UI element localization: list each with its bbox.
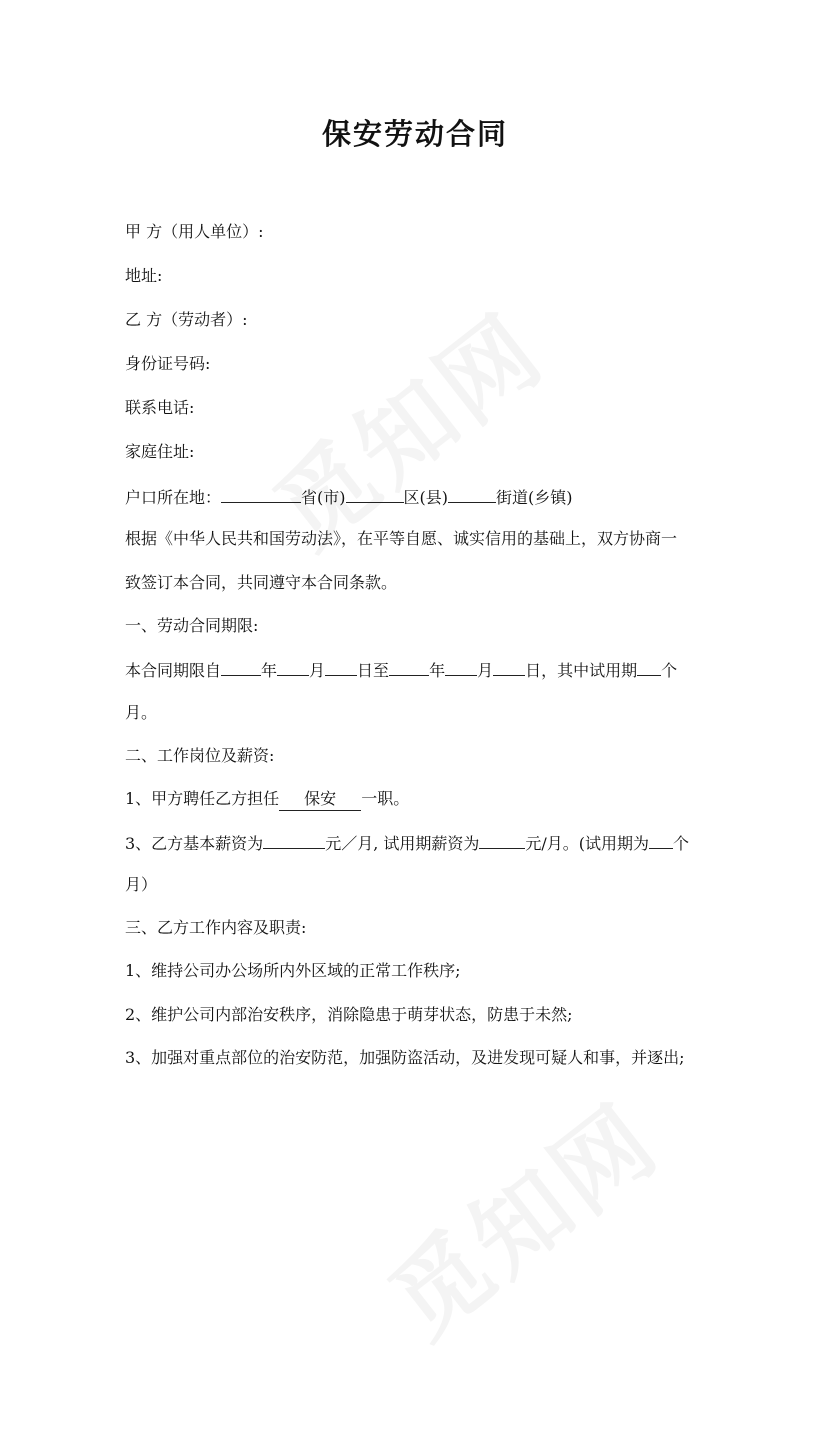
hukou-street: 街道(乡镇) — [496, 488, 573, 507]
page-title: 保安劳动合同 — [321, 117, 508, 151]
hukou-district: 区(县) — [403, 488, 449, 507]
blank-street[interactable] — [448, 485, 496, 503]
salary-line-wrap: 月） — [125, 875, 158, 894]
hukou-label: 户口所在地： — [125, 488, 222, 507]
term-year-2: 年 — [429, 661, 446, 680]
job-prefix: 1、甲方聘任乙方担任 — [125, 789, 280, 808]
party-a-line: 甲 方（用人单位）: — [125, 222, 264, 241]
term-prefix: 本合同期限自 — [125, 661, 222, 680]
blank-base-salary[interactable] — [263, 831, 325, 849]
salary-line — [125, 831, 689, 855]
duty-item-1: 1、维持公司办公场所内外区域的正常工作秩序; — [125, 961, 461, 980]
salary-unit-1: 元／月, 试用期薪资为 — [325, 834, 480, 853]
blank-probation-period[interactable] — [649, 831, 673, 849]
id-number-line: 身份证号码: — [125, 354, 211, 373]
term-unit: 个 — [661, 661, 678, 680]
blank-start-month[interactable] — [277, 658, 309, 676]
blank-start-day[interactable] — [325, 658, 357, 676]
section-2-title: 二、工作岗位及薪资: — [125, 746, 275, 765]
hukou-province: 省(市) — [301, 488, 346, 507]
salary-unit-3: 个 — [673, 834, 690, 853]
blank-probation-months[interactable] — [637, 658, 661, 676]
job-suffix: 一职。 — [361, 789, 410, 808]
blank-probation-salary[interactable] — [479, 831, 525, 849]
job-line — [125, 788, 409, 811]
term-day-2: 日，其中试用期 — [525, 661, 638, 680]
blank-start-year[interactable] — [221, 658, 261, 676]
term-month-2: 月 — [477, 661, 494, 680]
term-day-to: 日至 — [357, 661, 390, 680]
job-position[interactable]: 保安 — [279, 788, 361, 811]
intro-line-1: 根据《中华人民共和国劳动法》，在平等自愿、诚实信用的基础上，双方协商一 — [125, 529, 678, 548]
blank-district[interactable] — [346, 485, 404, 503]
address-line: 地址: — [125, 266, 163, 285]
blank-province[interactable] — [221, 485, 301, 503]
term-month: 月 — [309, 661, 326, 680]
section-3-title: 三、乙方工作内容及职责: — [125, 918, 307, 937]
blank-end-year[interactable] — [389, 658, 429, 676]
term-line-wrap: 月。 — [125, 703, 158, 722]
party-b-line: 乙 方（劳动者）: — [125, 310, 248, 329]
duty-item-3: 3、加强对重点部位的治安防范，加强防盗活动，及进发现可疑人和事，并逐出; — [125, 1048, 685, 1067]
term-year: 年 — [261, 661, 278, 680]
term-line — [125, 658, 677, 682]
salary-unit-2: 元/月。(试用期为 — [525, 834, 650, 853]
phone-line: 联系电话: — [125, 398, 195, 417]
hukou-line — [125, 485, 573, 509]
intro-line-2: 致签订本合同，共同遵守本合同条款。 — [125, 573, 398, 592]
duty-item-2: 2、维护公司内部治安秩序，消除隐患于萌芽状态，防患于未然; — [125, 1005, 573, 1024]
home-address-line: 家庭住址: — [125, 442, 195, 461]
blank-end-month[interactable] — [445, 658, 477, 676]
salary-prefix: 3、乙方基本薪资为 — [125, 834, 264, 853]
section-1-title: 一、劳动合同期限: — [125, 616, 259, 635]
blank-end-day[interactable] — [493, 658, 525, 676]
